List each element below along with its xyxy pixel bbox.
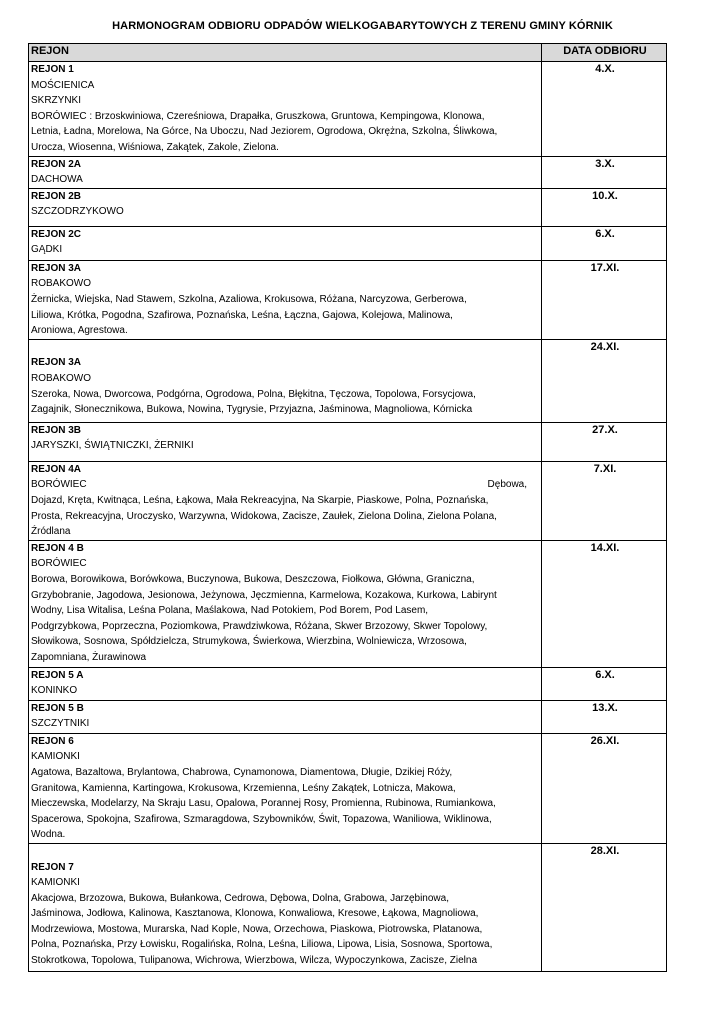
region-line: Letnia, Ładna, Morelowa, Na Górce, Na Uboczu, Nad Jeziorem, Ogrodowa, Okrężna, Szkolna, Śliwkowa, [31,126,498,138]
region-name: REJON 2A [31,158,82,170]
region-name: REJON 3B [31,424,82,436]
region-name: REJON 4A [31,463,82,475]
region-cell [29,461,542,540]
header-region: REJON [29,44,542,62]
region-line: Aroniowa, Agrestowa. [31,325,128,337]
table-row [29,260,667,339]
region-cell [29,843,542,971]
region-line: SZCZODRZYKOWO [31,206,124,218]
region-name: REJON 4 B [31,542,84,554]
region-line: Dojazd, Kręta, Kwitnąca, Leśna, Łąkowa, Mała Rekreacyjna, Na Skarpie, Piaskowe, Polna, Poznańska, [31,494,489,506]
region-cell [29,667,542,700]
table-row [29,62,667,157]
region-name: REJON 1 [31,64,74,75]
table-row [29,540,667,667]
region-line: Zagajnik, Słonecznikowa, Bukowa, Nowina, Tygrysie, Przyjazna, Jaśminowa, Magnoliowa, Kórnicka [31,404,473,416]
region-line: Stokrotkowa, Topolowa, Tulipanowa, Wichrowa, Wierzbowa, Wilcza, Wypoczynkowa, Zacisze, Zielna [31,955,478,967]
region-name: REJON 6 [31,735,74,747]
region-line: ROBAKOWO [31,372,92,384]
region-line: Modrzewiowa, Mostowa, Murarska, Nad Kople, Nowa, Orzechowa, Piaskowa, Piotrowska, Platanowa, [31,923,483,935]
region-line: Polna, Poznańska, Przy Łowisku, Rogalińska, Rolna, Leśna, Liliowa, Lipowa, Lisia, Sosnowa, Sportowa, [31,939,493,951]
region-cell [29,62,542,157]
table-row [29,339,667,422]
date-cell: 6.X. [542,226,667,260]
region-line: GĄDKI [31,244,63,256]
region-line: Spacerowa, Spokojna, Szafirowa, Szmaragdowa, Szybowników, Świt, Topazowa, Waniliowa, Wiklinowa, [31,813,492,825]
region-line: DACHOWA [31,174,83,186]
region-line: Liliowa, Krótka, Pogodna, Szafirowa, Poznańska, Leśna, Łączna, Gajowa, Kolejowa, Malinowa, [31,309,453,321]
region-line: Prosta, Rekreacyjna, Uroczysko, Warzywna, Widokowa, Zacisze, Zaułek, Zielona Dolina, Zielona Polana, [31,510,497,522]
region-cell [29,339,542,422]
table-header-row [29,44,667,62]
region-line: KAMIONKI [31,751,80,763]
region-line: Wodna. [31,829,66,841]
table-row [29,733,667,843]
region-cell [29,422,542,461]
schedule-table [28,43,667,972]
table-row [29,156,667,188]
region-line: Szeroka, Nowa, Dworcowa, Podgórna, Ogrodowa, Polna, Błękitna, Tęczowa, Topolowa, Forsycjowa, [31,388,476,400]
region-line: MOŚCIENICA [31,79,95,91]
blank-line [31,844,541,860]
date-cell: 3.X. [542,156,667,188]
region-name: REJON 2C [31,228,82,240]
region-cell [29,156,542,188]
region-cell [29,540,542,667]
region-line: SKRZYNKI [31,95,82,107]
region-cell [29,188,542,226]
date-cell: 17.XI. [542,260,667,339]
region-cell [29,700,542,733]
date-cell: 24.XI. [542,339,667,422]
region-line: Źródlana [31,526,71,538]
date-cell: 10.X. [542,188,667,226]
region-name: REJON 2B [31,190,82,202]
region-line: Borowa, Borowikowa, Borówkowa, Buczynowa, Bukowa, Deszczowa, Fiołkowa, Główna, Graniczna, [31,573,475,585]
region-line: Agatowa, Bazaltowa, Brylantowa, Chabrowa, Cynamonowa, Diamentowa, Długie, Dzikiej Róży, [31,766,453,778]
blank-line [31,340,541,356]
date-cell: 26.XI. [542,733,667,843]
region-cell [29,733,542,843]
region-line: Urocza, Wiosenna, Wiśniowa, Zakątek, Zakole, Zielona. [31,141,279,153]
region-line: BORÓWIEC [31,558,87,570]
region-line: Zapomniana, Żurawinowa [31,651,147,663]
region-name: REJON 3A [31,357,82,369]
region-line [31,477,541,493]
table-row [29,226,667,260]
region-line: SZCZYTNIKI [31,718,90,730]
date-cell: 28.XI. [542,843,667,971]
region-line: KAMIONKI [31,877,80,889]
region-line: Akacjowa, Brzozowa, Bukowa, Bułankowa, Cedrowa, Dębowa, Dolna, Grabowa, Jarzębinowa, [31,892,449,904]
header-date: DATA ODBIORU [542,44,667,62]
table-row [29,843,667,971]
region-cell [29,226,542,260]
table-row [29,700,667,733]
region-line: Granitowa, Kamienna, Kartingowa, Krokusowa, Krzemienna, Leśny Zakątek, Lotnicza, Makowa, [31,782,456,794]
region-line: Żernicka, Wiejska, Nad Stawem, Szkolna, Azaliowa, Krokusowa, Różana, Narcyzowa, Gerberowa, [31,293,467,305]
table-row [29,461,667,540]
region-line: JARYSZKI, ŚWIĄTNICZKI, ŻERNIKI [31,440,194,452]
date-cell: 13.X. [542,700,667,733]
region-line: Jaśminowa, Jodłowa, Kalinowa, Kasztanowa, Klonowa, Konwaliowa, Kresowe, Łąkowa, Magnoliowa, [31,908,479,920]
region-line-left: BORÓWIEC [31,479,87,491]
region-line: Podgrzybkowa, Poprzeczna, Poziomkowa, Prawdziwkowa, Różana, Skwer Brzozowy, Skwer Topolowy, [31,620,488,632]
region-line: Grzybobranie, Jagodowa, Jesionowa, Jeżynowa, Jęczmienna, Karmelowa, Kozakowa, Kurkowa, Labirynt [31,589,497,601]
table-row [29,667,667,700]
region-cell [29,260,542,339]
region-line: Słowikowa, Sosnowa, Spółdzielcza, Strumykowa, Świerkowa, Wierzbina, Wolniewicza, Wrzosowa, [31,636,467,648]
region-name: REJON 7 [31,861,74,873]
date-cell: 27.X. [542,422,667,461]
date-cell: 14.XI. [542,540,667,667]
region-line: Mieczewska, Modelarzy, Na Skraju Lasu, Opalowa, Porannej Rosy, Promienna, Rubinowa, Rumiankowa, [31,798,496,810]
region-name: REJON 5 A [31,669,84,681]
region-name: REJON 3A [31,262,82,274]
date-cell: 4.X. [542,62,667,157]
date-cell: 7.XI. [542,461,667,540]
table-row [29,422,667,461]
table-row [29,188,667,226]
region-line-right: Dębowa, [487,479,527,491]
region-name: REJON 5 B [31,702,84,714]
region-line: ROBAKOWO [31,278,92,290]
date-cell: 6.X. [542,667,667,700]
region-line: Wodny, Lisa Witalisa, Leśna Polana, Maślakowa, Nad Potokiem, Pod Borem, Pod Lasem, [31,605,429,617]
document-title: HARMONOGRAM ODBIORU ODPADÓW WIELKOGABARYTOWYCH Z TERENU GMINY KÓRNIK [112,20,613,32]
region-line: KONINKO [31,685,78,697]
region-line: BORÓWIEC : Brzoskwiniowa, Czereśniowa, Drapałka, Gruszkowa, Gruntowa, Kempingowa, Klonowa, [31,110,485,122]
